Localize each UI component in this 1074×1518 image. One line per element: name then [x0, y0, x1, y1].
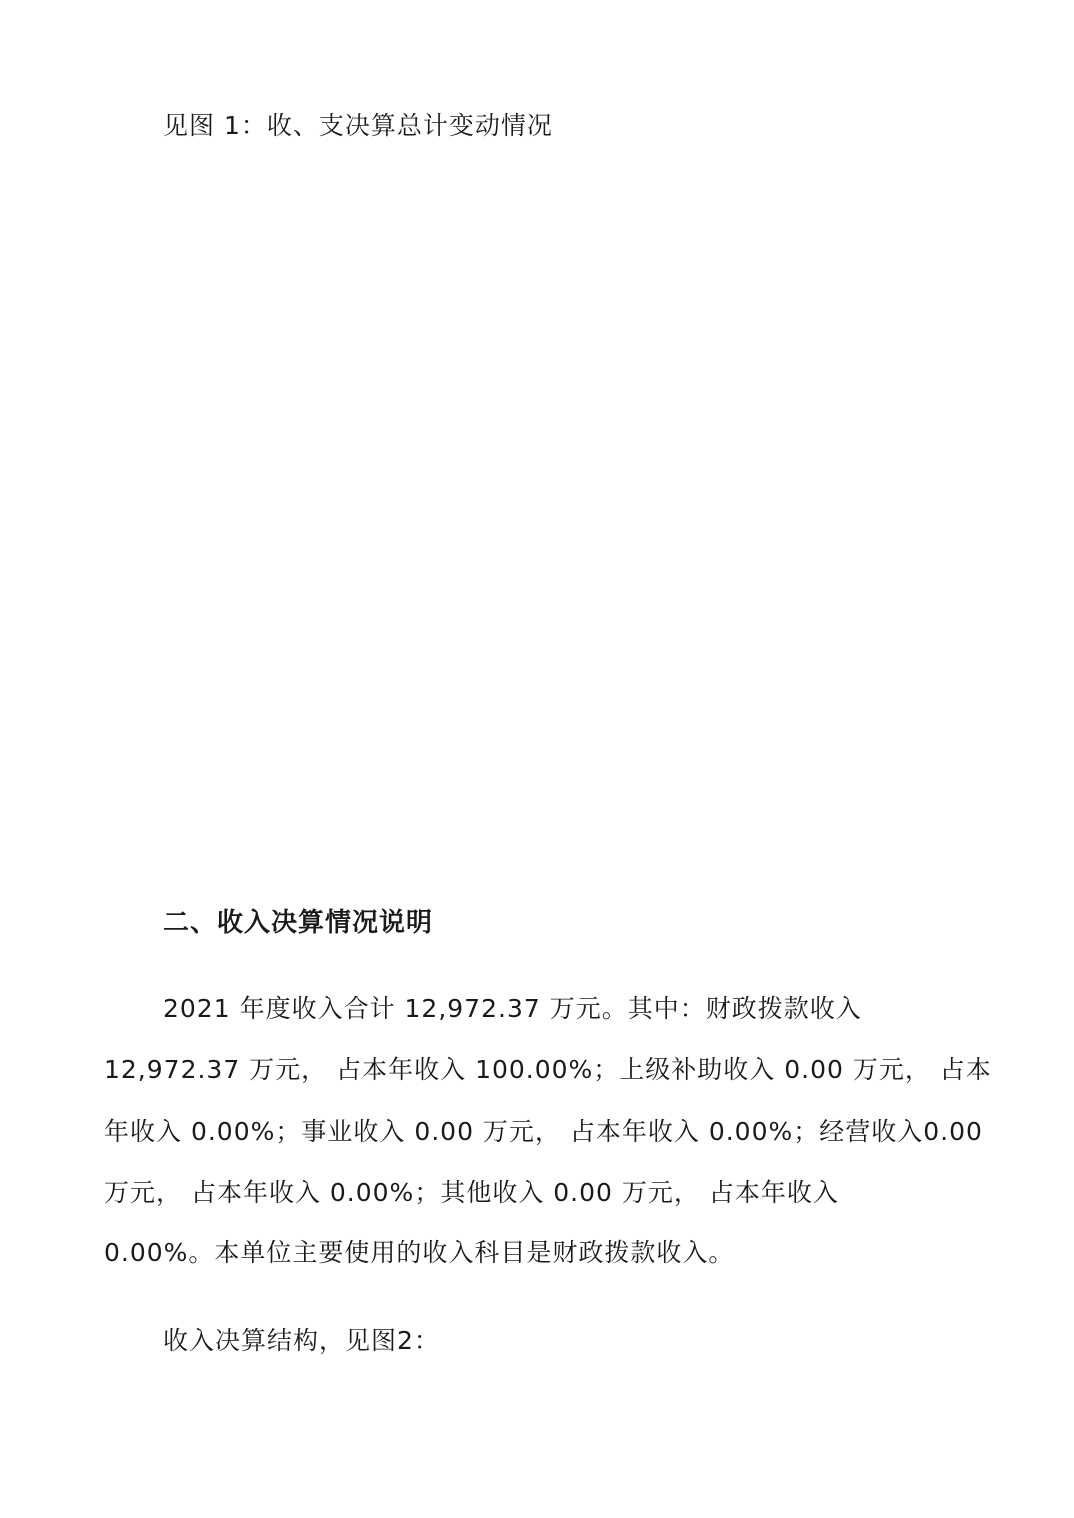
- paragraph-line-4: 万元， 占本年收入 0.00%；其他收入 0.00 万元， 占本年收入: [104, 1178, 839, 1207]
- section2-heading: 二、收入决算情况说明: [163, 908, 434, 938]
- figure2-caption: 收入决算结构，见图2：: [163, 1326, 440, 1355]
- paragraph-line-2: 12,972.37 万元， 占本年收入 100.00%；上级补助收入 0.00 万元， 占本: [104, 1055, 992, 1084]
- paragraph-line-5: 0.00%。本单位主要使用的收入科目是财政拨款收入。: [104, 1238, 735, 1267]
- paragraph-line-3: 年收入 0.00%；事业收入 0.00 万元， 占本年收入 0.00%；经营收入0.00: [104, 1117, 983, 1146]
- paragraph-line-1: 2021 年度收入合计 12,972.37 万元。其中：财政拨款收入: [163, 994, 862, 1023]
- figure1-caption: 见图 1：收、支决算总计变动情况: [163, 111, 553, 140]
